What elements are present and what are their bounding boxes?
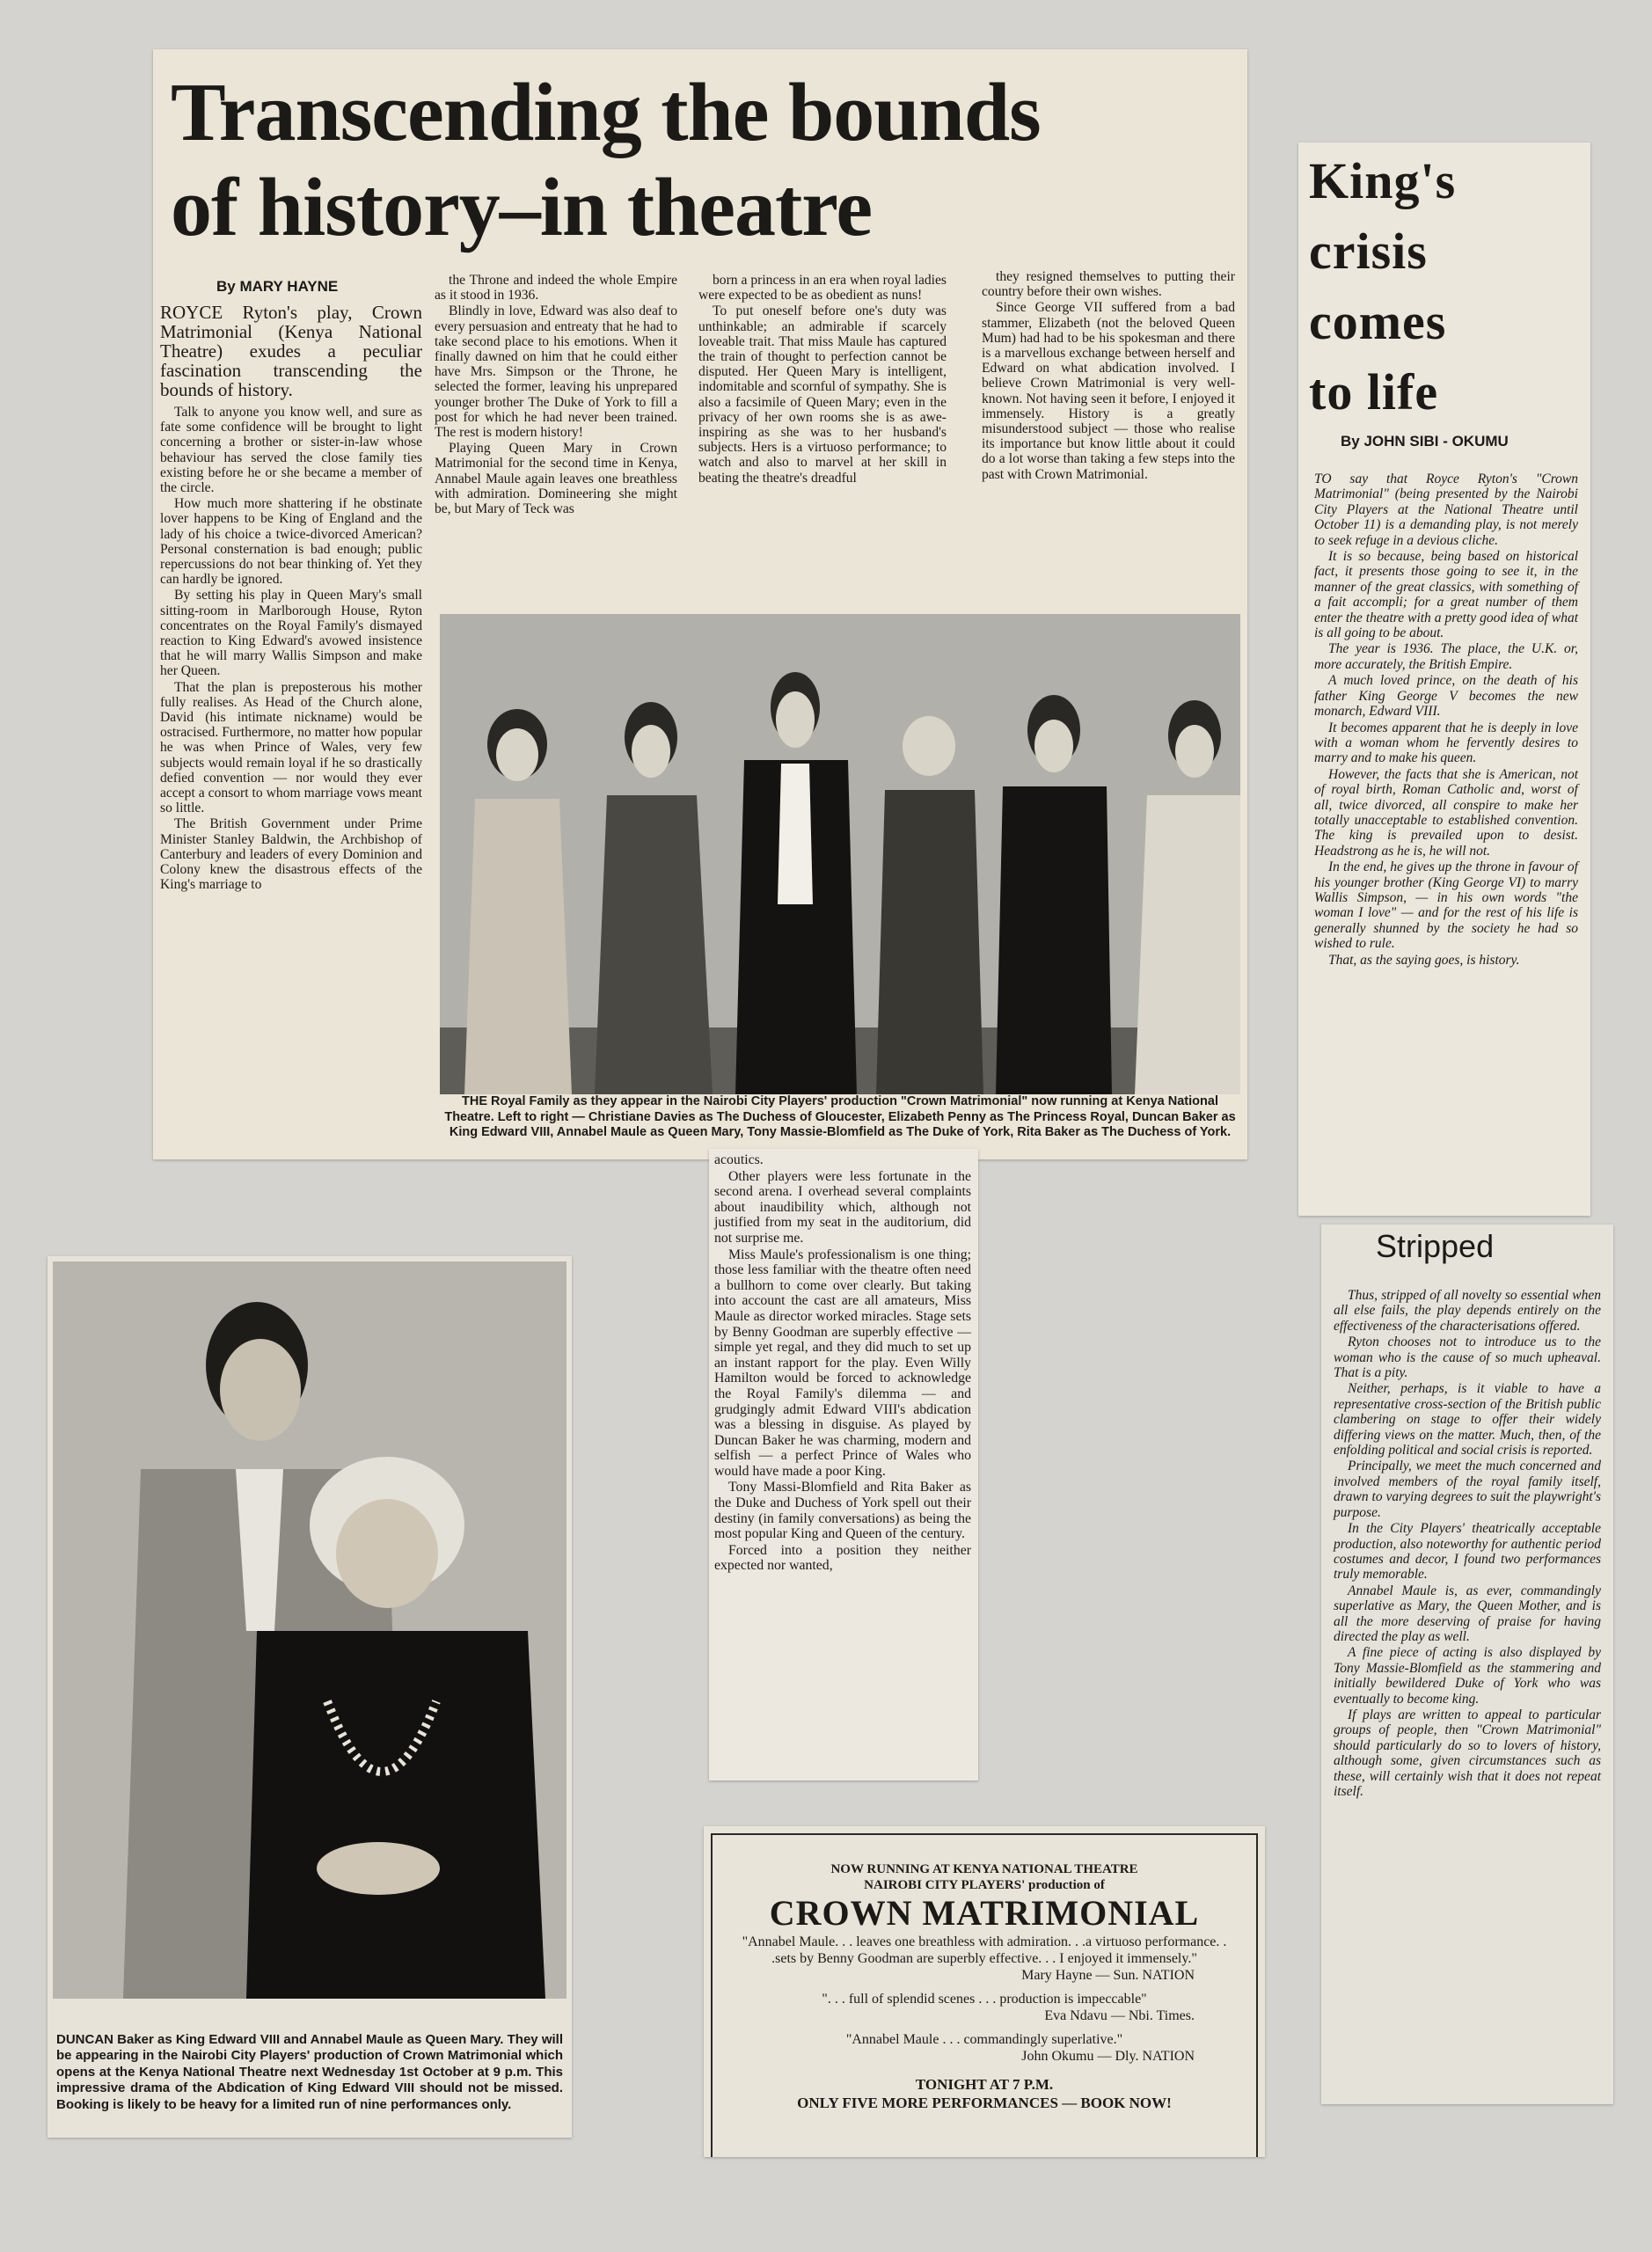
- side-headline-line2: crisis: [1309, 223, 1428, 280]
- king-queen-caption: DUNCAN Baker as King Edward VIII and Annabel Maule as Queen Mary. They will be appearing in the Nairobi City Players' production of Crown Matrimonial which opens at the Kenya National Theatre next Wednesday 1st October at 9 p.m. This impressive drama of the Abdication of King Edward VIII should not be missed. Booking is likely to be heavy for a limited run of nine performances only.: [56, 2032, 563, 2112]
- advert-box: [711, 1833, 1258, 2157]
- paragraph: It becomes apparent that he is deeply in love with a woman whom he fervently desires to marry and to make his queen.: [1314, 720, 1578, 766]
- paragraph: Miss Maule's professionalism is one thing; those less familiar with the theatre often need a bullhorn to come over clearly. But taking into account the cast are all amateurs, Miss Maule as director worked miracles. Stage sets by Benny Goodman are superbly effective — simple yet regal, and they did much to set up an instant rapport for the play. Even Willy Hamilton would be forced to acknowledge the Royal Family's dilemma — and grudgingly admit Edward VIII's abdication was a blessing in disguise. As played by Duncan Baker he was charming, modern and selfish — a perfect Prince of Wales who would have made a poor King.: [714, 1247, 971, 1479]
- paragraph: born a princess in an era when royal ladies were expected to be as obedient as nuns!: [698, 273, 947, 303]
- paragraph: That, as the saying goes, is history.: [1328, 952, 1520, 968]
- main-col-3: [698, 273, 947, 651]
- royal-family-caption: THE Royal Family as they appear in the Nairobi City Players' production "Crown Matrimonial" now running at Kenya National Theatre. Left to right — Christiane Davies as The Duchess of Gloucester, Elizabeth Penny as The Princess Royal, Duncan Baker as King Edward VIII, Annabel Maule as Queen Mary, Tony Massie-Blomfield as The Duke of York, Rita Baker as The Duchess of York.: [444, 1094, 1236, 1139]
- king-queen-photo: [53, 1261, 567, 1999]
- paragraph: Talk to anyone you know well, and sure as fate some confidence will be brought to light concerning a brother or sister-in-law whose behaviour has served the close family ties existing before he or she became a member of the circle.: [160, 405, 422, 496]
- advert-source2: Eva Ndavu — Nbi. Times.: [1044, 2008, 1195, 2023]
- main-col-1: [160, 303, 422, 1121]
- advert-line2: NAIROBI CITY PLAYERS' production of: [864, 1878, 1105, 1892]
- paragraph: If plays are written to appeal to particular groups of people, then "Crown Matrimonial" should particularly do so to lovers of history, although some, given circumstances such as these, will certainly wish that it does not repeat itself.: [1334, 1707, 1601, 1799]
- paragraph: Principally, we meet the much concerned and involved members of the royal family itself, drawn to varying degrees to suit the playwright's purpose.: [1334, 1459, 1601, 1520]
- side-headline-line1: King's: [1309, 152, 1457, 209]
- paragraph: By setting his play in Queen Mary's small sitting-room in Marlborough House, Ryton concentrates on the Royal Family's dismayed reaction to King Edward's avowed insistence that he will marry Wallis Simpson and make her Queen.: [160, 588, 422, 679]
- side-subhead: Stripped: [1376, 1228, 1495, 1264]
- side-byline: By JOHN SIBI - OKUMU: [1341, 433, 1509, 450]
- side-col-part1: [1314, 472, 1578, 1210]
- paragraph: the Throne and indeed the whole Empire as it stood in 1936.: [435, 273, 677, 303]
- advert-line1: NOW RUNNING AT KENYA NATIONAL THEATRE: [830, 1862, 1138, 1876]
- lede-paragraph: ROYCE Ryton's play, Crown Matrimonial (Kenya National Theatre) exudes a peculiar fascination transcending the bounds of history.: [160, 302, 422, 400]
- side-headline-line3: comes: [1309, 293, 1447, 350]
- paragraph: However, the facts that she is American, not of royal birth, Roman Catholic and, worst of all, twice divorced, all conspire to make her totally unacceptable to established convention. The king is prevailed upon to desist. Headstrong as he is, he will not.: [1314, 766, 1578, 859]
- side-headline: [1309, 146, 1456, 428]
- king-queen-figures: [53, 1261, 567, 1999]
- paragraph: In the City Players' theatrically acceptable production, also noteworthy for authentic period costumes and decor, I found two performances truly memorable.: [1334, 1521, 1601, 1583]
- paragraph: To put oneself before one's duty was unthinkable; an admirable if scarcely loveable trait. That miss Maule has captured the train of thought to perfection cannot be disputed. Her Queen Mary is intelligent, indomitable and scornful of sympathy. She is also a facsimile of Queen Mary; even in the privacy of her own rooms she is as awe-inspiring as she was to her husband's subjects. Hers is a virtuoso performance; to watch and also to marvel at her skill in beating the theatre's dreadful: [698, 303, 947, 486]
- paragraph: they resigned themselves to putting their country before their own wishes.: [982, 269, 1235, 300]
- side-article-clipping-top: [1298, 143, 1590, 1216]
- main-byline: By MARY HAYNE: [216, 278, 339, 295]
- paragraph: Playing Queen Mary in Crown Matrimonial for the second time in Kenya, Annabel Maule again leaves one breathless with admiration. Domineering she might be, but Mary of Teck was: [435, 441, 677, 517]
- paragraph: Other players were less fortunate in the second arena. I overhead several complaints about inaudibility which, although not justified from my seat in the auditorium, did not surprise me.: [714, 1168, 971, 1246]
- advert-title: CROWN MATRIMONIAL: [769, 1893, 1200, 1933]
- paragraph: Forced into a position they neither expected nor wanted,: [714, 1542, 971, 1574]
- side-article-clipping-bottom: [1321, 1225, 1613, 2104]
- advert-closing: ONLY FIVE MORE PERFORMANCES — BOOK NOW!: [797, 2095, 1172, 2111]
- paragraph: TO say that Royce Ryton's "Crown Matrimonial" (being presented by the Nairobi City Players at the National Theatre until October 11) is a demanding play, is not merely to seek refuge in a devious cliche.: [1314, 472, 1578, 548]
- main-col-4: [982, 269, 1235, 647]
- royal-family-figures: [440, 614, 1240, 1094]
- paragraph: A fine piece of acting is also displayed by Tony Massie-Blomfield as the stammering and initially bewildered Duke of York who was eventually to become king.: [1334, 1645, 1601, 1707]
- continuation-clipping: [709, 1149, 978, 1780]
- advert-source3: John Okumu — Dly. NATION: [1021, 2049, 1195, 2064]
- paragraph: Since George VII suffered from a bad stammer, Elizabeth (not the beloved Queen Mum) had had to be his spokesman and there is a marvellous exchange between herself and Edward on what abdication involved. I believe Crown Matrimonial is very well-known. Not having seen it before, I enjoyed it immensely. History is a greatly misunderstood subject — those who realise its importance but know little about it could do a lot worse than taking a few steps into the past with Crown Matrimonial.: [982, 300, 1235, 482]
- main-headline-line2: of history–in theatre: [171, 162, 873, 253]
- paragraph: It is so because, being based on historical fact, it presents those going to see it, in the manner of the great classics, with something of a fait accompli; for a great number of them enter the theatre with a pretty good idea of what is all going to be about.: [1314, 549, 1578, 641]
- advert-clipping: [704, 1826, 1265, 2157]
- paragraph: Annabel Maule is, as ever, commandingly superlative as Mary, the Queen Mother, and is all the more deserving of praise for having directed the play as well.: [1334, 1583, 1601, 1644]
- paragraph: In the end, he gives up the throne in favour of his younger brother (King George VI) to marry Wallis Simpson, — in his own words "the woman I love" — and for the rest of his life is generally shunned by the society he had so wished to rule.: [1314, 859, 1578, 952]
- paragraph: acoutics.: [714, 1152, 764, 1167]
- paragraph: The year is 1936. The place, the U.K. or, more accurately, the British Empire.: [1314, 641, 1578, 672]
- continuation-text: [714, 1152, 971, 1777]
- main-headline-line1: Transcending the bounds: [171, 67, 1041, 158]
- paragraph: Blindly in love, Edward was also deaf to every persuasion and entreaty that he had to take second place to his emotions. When it finally dawned on him that he could either have Mrs. Simpson or the Throne, he selected the former, leaving his unprepared younger brother The Duke of York to fill a post for which he had never been trained. The rest is modern history!: [435, 303, 677, 441]
- advert-quote1: "Annabel Maule. . . leaves one breathless with admiration. . .a virtuoso performance. . .sets by Benny Goodman are superbly effective. . . I enjoyed it immensely.": [742, 1934, 1227, 1966]
- advert-quote3: "Annabel Maule . . . commandingly superlative.": [845, 2032, 1123, 2047]
- paragraph: How much more shattering if he obstinate lover happens to be King of England and the lady of his choice a twice-divorced American? Personal consternation is bad enough; public repercussions do not bear thinking of. Yet they can hardly be ignored.: [160, 496, 422, 588]
- main-lede: [160, 303, 422, 399]
- main-article-clipping: [153, 49, 1247, 1159]
- paragraph: Neither, perhaps, is it viable to have a representative cross-section of the British public clambering on stage to offer their widely differing views on the matter. Much, then, of the enfolding political and social crisis is reported.: [1334, 1381, 1601, 1459]
- paragraph: Tony Massi-Blomfield and Rita Baker as the Duke and Duchess of York spell out their destiny (in family conversations) as being the most popular King and Queen of the century.: [714, 1480, 971, 1542]
- paragraph: A much loved prince, on the death of his father King George V becomes the new monarch, Edward VIII.: [1314, 673, 1578, 720]
- paragraph: The British Government under Prime Minister Stanley Baldwin, the Archbishop of Canterbury and leaders of every Dominion and Colony knew the disastrous effects of the King's marriage to: [160, 816, 422, 893]
- advert-quote2: ". . . full of splendid scenes . . . production is impeccable": [822, 1992, 1147, 2007]
- advert-source1: Mary Hayne — Sun. NATION: [1021, 1968, 1195, 1983]
- main-headline: [171, 65, 1244, 255]
- side-headline-line4: to life: [1309, 363, 1439, 420]
- advert-tonight: TONIGHT AT 7 P.M.: [915, 2076, 1054, 2093]
- main-col-2: [435, 273, 677, 651]
- royal-family-photo: [440, 614, 1240, 1094]
- side-col-part2: [1334, 1288, 1601, 2097]
- king-queen-photo-clipping: [48, 1256, 572, 2138]
- paragraph: That the plan is preposterous his mother fully realises. As Head of the Church alone, David (his intimate nickname) would be ostracised. Furthermore, no matter how popular he was when Prince of Wales, very few subjects would remain loyal if he so drastically defied convention — nor would they ever accept a consort to whom marriage vows meant so little.: [160, 679, 422, 816]
- paragraph: Ryton chooses not to introduce us to the woman who is the cause of so much upheaval. That is a pity.: [1334, 1334, 1601, 1381]
- paragraph: Thus, stripped of all novelty so essential when all else fails, the play depends entirely on the effectiveness of the characterisations offered.: [1334, 1288, 1601, 1334]
